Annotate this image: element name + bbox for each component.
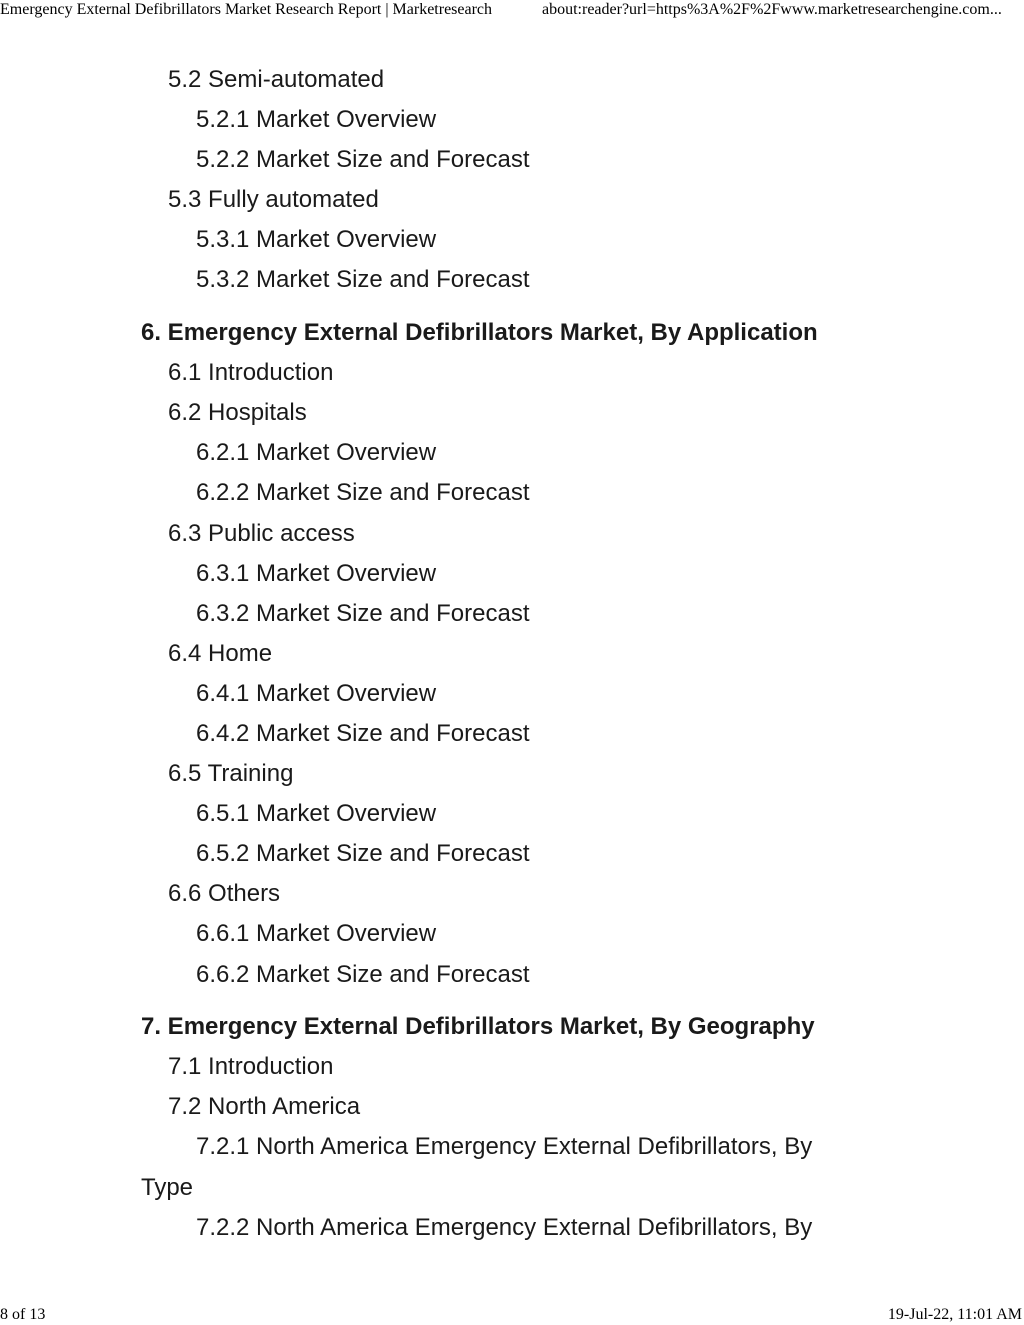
toc-item-6-5: 6.5 Training bbox=[168, 760, 294, 788]
toc-item-6-3-1: 6.3.1 Market Overview bbox=[196, 559, 437, 587]
table-of-contents bbox=[141, 60, 861, 1248]
toc-section-6-heading: 6. Emergency External Defibrillators Market, By Application bbox=[141, 319, 818, 347]
toc-item-5-3: 5.3 Fully automated bbox=[168, 186, 379, 214]
print-header bbox=[0, 0, 1024, 22]
toc-item-6-2-2: 6.2.2 Market Size and Forecast bbox=[196, 479, 530, 507]
toc-item-6-3: 6.3 Public access bbox=[168, 519, 355, 547]
toc-item-6-1: 6.1 Introduction bbox=[168, 359, 334, 387]
toc-item-6-6: 6.6 Others bbox=[168, 880, 281, 908]
toc-item-5-2: 5.2 Semi-automated bbox=[168, 66, 385, 93]
toc-item-6-4-2: 6.4.2 Market Size and Forecast bbox=[196, 720, 530, 747]
toc-item-5-2-2: 5.2.2 Market Size and Forecast bbox=[196, 146, 530, 174]
footer-datetime: 19-Jul-22, 11:01 AM bbox=[887, 1306, 1022, 1323]
toc-item-7-2-1: 7.2.1 North America Emergency External Defibrillators, By Type bbox=[141, 1133, 813, 1201]
toc-item-6-2: 6.2 Hospitals bbox=[168, 399, 307, 427]
footer-page-number: 8 of 13 bbox=[0, 1306, 46, 1323]
toc-item-6-3-2: 6.3.2 Market Size and Forecast bbox=[196, 599, 530, 627]
toc-item-7-2: 7.2 North America bbox=[168, 1093, 361, 1121]
toc-item-6-6-2: 6.6.2 Market Size and Forecast bbox=[196, 960, 530, 988]
header-url: about:reader?url=https%3A%2F%2Fwww.marketresearchengine.com... bbox=[542, 1, 1002, 18]
toc-item-5-3-2: 5.3.2 Market Size and Forecast bbox=[196, 266, 530, 294]
toc-item-6-6-1: 6.6.1 Market Overview bbox=[196, 920, 437, 948]
toc-section-7-heading: 7. Emergency External Defibrillators Market, By Geography bbox=[141, 1013, 815, 1041]
toc-item-7-2-2: 7.2.2 North America Emergency External Defibrillators, By bbox=[196, 1213, 813, 1241]
header-page-title: Emergency External Defibrillators Market Research Report | Marketresearch bbox=[0, 1, 493, 18]
toc-item-5-3-1: 5.3.1 Market Overview bbox=[196, 226, 437, 254]
toc-item-7-1: 7.1 Introduction bbox=[168, 1053, 334, 1081]
toc-item-6-2-1: 6.2.1 Market Overview bbox=[196, 439, 437, 467]
toc-item-6-4: 6.4 Home bbox=[168, 639, 273, 667]
toc-item-5-2-1: 5.2.1 Market Overview bbox=[196, 106, 437, 134]
print-footer bbox=[0, 1306, 1024, 1325]
toc-item-6-5-1: 6.5.1 Market Overview bbox=[196, 800, 437, 828]
toc-item-6-5-2: 6.5.2 Market Size and Forecast bbox=[196, 840, 530, 868]
toc-item-6-4-1: 6.4.1 Market Overview bbox=[196, 679, 437, 707]
